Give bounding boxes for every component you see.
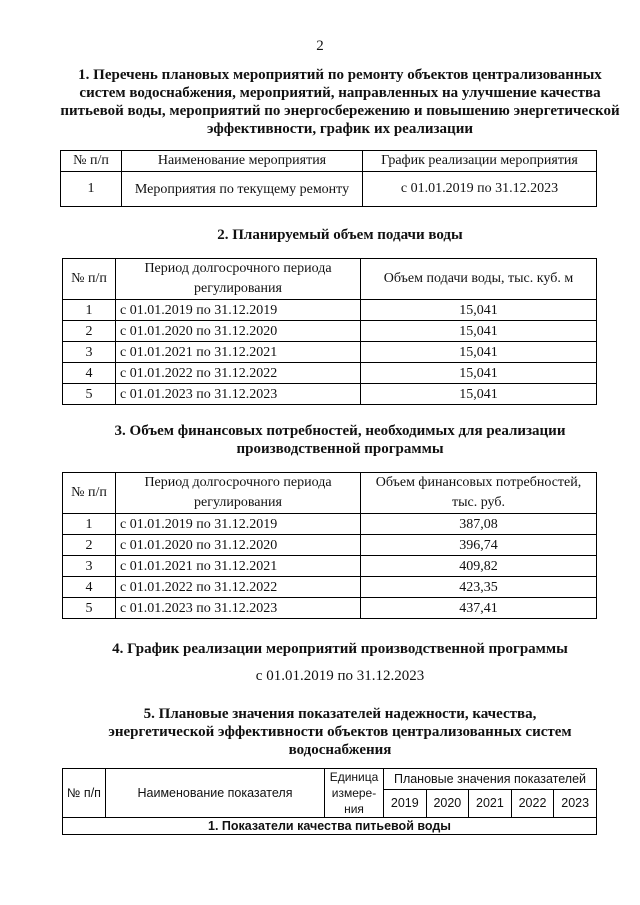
row-period: с 01.01.2022 по 31.12.2022 (116, 363, 361, 384)
row-period: с 01.01.2021 по 31.12.2021 (116, 556, 361, 577)
row-num: 2 (63, 535, 116, 556)
header-num: № п/п (63, 769, 106, 818)
row-value: 15,041 (361, 321, 597, 342)
row-period: с 01.01.2021 по 31.12.2021 (116, 342, 361, 363)
header-amount: Объем финансовых потребностей, тыс. руб. (361, 473, 597, 514)
table-header-row (61, 151, 597, 172)
row-num: 3 (63, 342, 116, 363)
header-activity-name: Наименование мероприятия (122, 151, 363, 172)
table-header-row (63, 259, 597, 300)
section-1-title: 1. Перечень плановых мероприятий по ремонту объектов централизованных систем водоснабжения, мероприятий, направленных на улучшение качества питьевой воды, мероприятий по энергосбережению и повышению энергетической эффективности, график их реализации (60, 67, 620, 137)
indicators-table (62, 768, 597, 835)
row-period: с 01.01.2023 по 31.12.2023 (116, 384, 361, 405)
section-4-period: с 01.01.2019 по 31.12.2023 (255, 668, 425, 684)
row-num: 2 (63, 321, 116, 342)
header-period: Период долгосрочного периода регулирования (116, 473, 361, 514)
table-row (61, 172, 597, 207)
table-row (63, 384, 597, 405)
row-value: 15,041 (361, 363, 597, 384)
row-num: 5 (63, 384, 116, 405)
year-cell: 2019 (384, 789, 427, 817)
header-volume: Объем подачи воды, тыс. куб. м (361, 259, 597, 300)
header-period: Период долгосрочного периода регулирования (116, 259, 361, 300)
row-value: 15,041 (361, 300, 597, 321)
row-num: 4 (63, 363, 116, 384)
table-row (63, 514, 597, 535)
table-row (63, 535, 597, 556)
table-row (63, 300, 597, 321)
subsection-title: 1. Показатели качества питьевой воды (63, 818, 597, 835)
table-row (63, 598, 597, 619)
table-row (63, 577, 597, 598)
row-period: с 01.01.2022 по 31.12.2022 (116, 577, 361, 598)
row-value: 423,35 (361, 577, 597, 598)
row-num: 3 (63, 556, 116, 577)
row-value: 409,82 (361, 556, 597, 577)
header-schedule: График реализации мероприятия (363, 151, 597, 172)
page-number: 2 (316, 38, 324, 54)
water-supply-table (62, 258, 597, 405)
row-value: 396,74 (361, 535, 597, 556)
row-period: с 01.01.2023 по 31.12.2023 (116, 598, 361, 619)
header-num: № п/п (61, 151, 122, 172)
row-value: 437,41 (361, 598, 597, 619)
table-row (63, 342, 597, 363)
table-header-row (63, 769, 597, 790)
activity-name: Мероприятия по текущему ремонту (122, 172, 363, 207)
section-2-title: 2. Планируемый объем подачи воды (217, 227, 463, 243)
year-cell: 2020 (426, 789, 469, 817)
table-row (63, 556, 597, 577)
section-5-title: 5. Плановые значения показателей надежности, качества, энергетической эффективности объектов централизованных систем водоснабжения (108, 706, 572, 758)
section-4-title: 4. График реализации мероприятий производственной программы (112, 641, 568, 657)
table-row (63, 363, 597, 384)
row-period: с 01.01.2020 по 31.12.2020 (116, 321, 361, 342)
row-value: 15,041 (361, 384, 597, 405)
table-row (63, 321, 597, 342)
year-cell: 2023 (554, 789, 597, 817)
section-3-title: 3. Объем финансовых потребностей, необходимых для реализации производственной программы (114, 423, 566, 457)
financial-needs-table (62, 472, 597, 619)
row-value: 387,08 (361, 514, 597, 535)
table-header-row (63, 473, 597, 514)
header-num: № п/п (63, 259, 116, 300)
row-num: 1 (63, 300, 116, 321)
year-cell: 2021 (469, 789, 512, 817)
activity-schedule: с 01.01.2019 по 31.12.2023 (363, 172, 597, 207)
row-period: с 01.01.2020 по 31.12.2020 (116, 535, 361, 556)
header-indicator-name: Наименование показателя (106, 769, 325, 818)
header-planned-values: Плановые значения показателей (384, 769, 597, 790)
activities-table (60, 150, 597, 207)
row-num: 5 (63, 598, 116, 619)
row-period: с 01.01.2019 по 31.12.2019 (116, 300, 361, 321)
year-cell: 2022 (511, 789, 554, 817)
header-unit: Единица измере-ния (325, 769, 384, 818)
row-period: с 01.01.2019 по 31.12.2019 (116, 514, 361, 535)
table-section-row (63, 818, 597, 835)
row-num: 4 (63, 577, 116, 598)
row-num: 1 (61, 172, 122, 207)
header-num: № п/п (63, 473, 116, 514)
row-value: 15,041 (361, 342, 597, 363)
row-num: 1 (63, 514, 116, 535)
